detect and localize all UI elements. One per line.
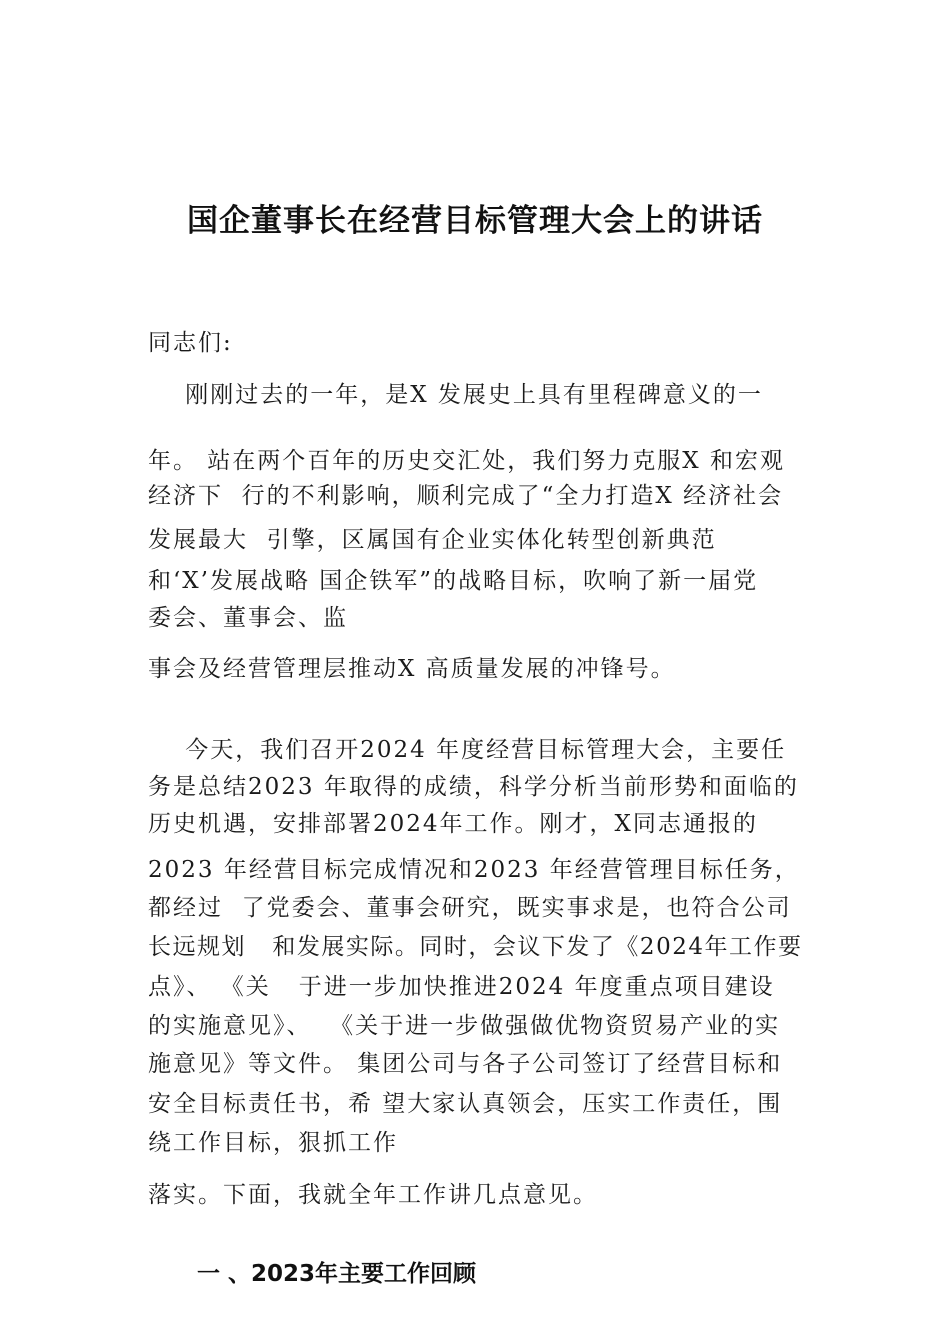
paragraph-line: 施意见》等文件。 集团公司与各子公司签订了经营目标和 [148, 1051, 783, 1077]
paragraph-line: 发展最大 引擎，区属国有企业实体化转型创新典范 [148, 527, 717, 553]
paragraph-line: 安全目标责任书，希 望大家认真领会，压实工作责任，围 [148, 1091, 783, 1117]
paragraph-line: 长远规划 和发展实际。同时，会议下发了《2024年工作要 [148, 934, 803, 960]
paragraph-line: 的实施意见》、 《关于进一步做强做优物资贸易产业的实 [148, 1013, 781, 1039]
paragraph-line: 2023 年经营目标完成情况和2023 年经营管理目标任务， [148, 857, 800, 883]
paragraph-line: 都经过 了党委会、董事会研究，既实事求是，也符合公司 [148, 895, 792, 921]
paragraph-line: 历史机遇，安排部署2024年工作。刚才，X同志通报的 [148, 811, 758, 837]
paragraph-line: 年。 站在两个百年的历史交汇处，我们努力克服X 和宏观 [148, 448, 785, 474]
document-title: 国企董事长在经营目标管理大会上的讲话 [187, 203, 763, 239]
salutation: 同志们: [148, 330, 233, 356]
paragraph-line: 点》、 《关 于进一步加快推进2024 年度重点项目建设 [148, 974, 775, 1000]
paragraph-line: 落实。下面，我就全年工作讲几点意见。 [148, 1182, 598, 1208]
paragraph-line: 今天，我们召开2024 年度经营目标管理大会，主要任 [148, 737, 787, 763]
paragraph-line: 务是总结2023 年取得的成绩，科学分析当前形势和面临的 [148, 774, 799, 800]
paragraph-line: 和‘X’发展战略 国企铁军”的战略目标，吹响了新一届党 [148, 568, 759, 594]
paragraph-line: 刚刚过去的一年，是X 发展史上具有里程碑意义的一 [148, 382, 763, 408]
section-heading: 一 、2023年主要工作回顾 [197, 1261, 477, 1287]
paragraph-line: 绕工作目标，狠抓工作 [148, 1130, 398, 1156]
paragraph-line: 委会、董事会、监 [148, 605, 348, 631]
paragraph-line: 经济下 行的不利影响，顺利完成了“全力打造X 经济社会 [148, 483, 784, 509]
paragraph-line: 事会及经营管理层推动X 高质量发展的冲锋号。 [148, 656, 676, 682]
